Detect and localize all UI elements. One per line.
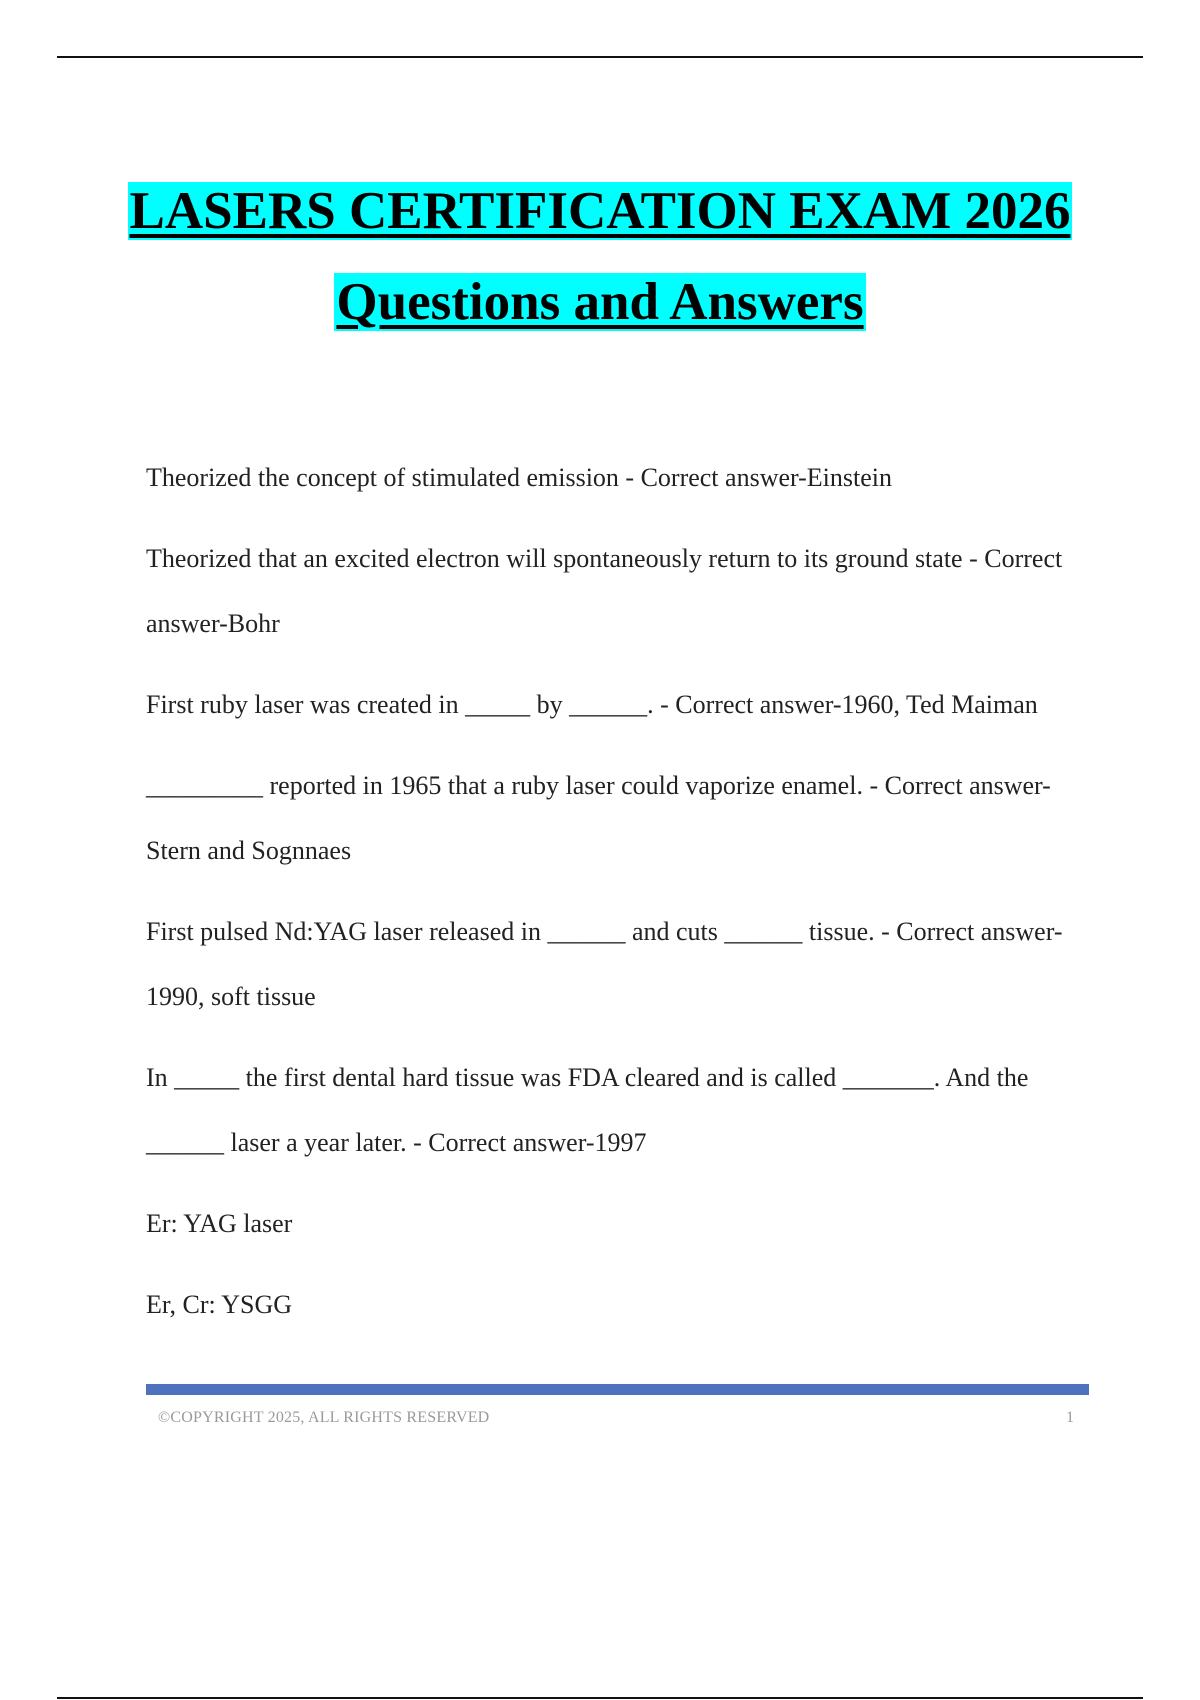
footer-copyright: ©COPYRIGHT 2025, ALL RIGHTS RESERVED [158,1409,490,1426]
page-number: 1 [1066,1409,1074,1426]
footer-bar [146,1384,1089,1395]
qa-item: Theorized the concept of stimulated emission - Correct answer-Einstein [146,463,893,492]
title-line-1: LASERS CERTIFICATION EXAM 2026 [129,182,1071,240]
qa-item: Theorized that an excited electron will spontaneously return to its ground state - Correct answer-Bohr [146,544,1063,638]
qa-item: First pulsed Nd:YAG laser released in ______ and cuts ______ tissue. - Correct answer-1990, soft tissue [146,917,1063,1011]
qa-item: First ruby laser was created in _____ by ______. - Correct answer-1960, Ted Maiman [146,690,1038,719]
document-title [0,182,1200,331]
qa-item: In _____ the first dental hard tissue was FDA cleared and is called _______. And the ______ laser a year later. - Correct answer-1997 [146,1063,1029,1157]
top-rule [57,56,1143,58]
qa-list [146,445,1066,1337]
qa-item: Er, Cr: YSGG [146,1290,293,1319]
qa-item: Er: YAG laser [146,1209,293,1238]
qa-item: _________ reported in 1965 that a ruby laser could vaporize enamel. - Correct answer-Stern and Sognnaes [146,771,1051,865]
title-line-2: Questions and Answers [336,273,864,331]
bottom-rule [57,1697,1143,1699]
